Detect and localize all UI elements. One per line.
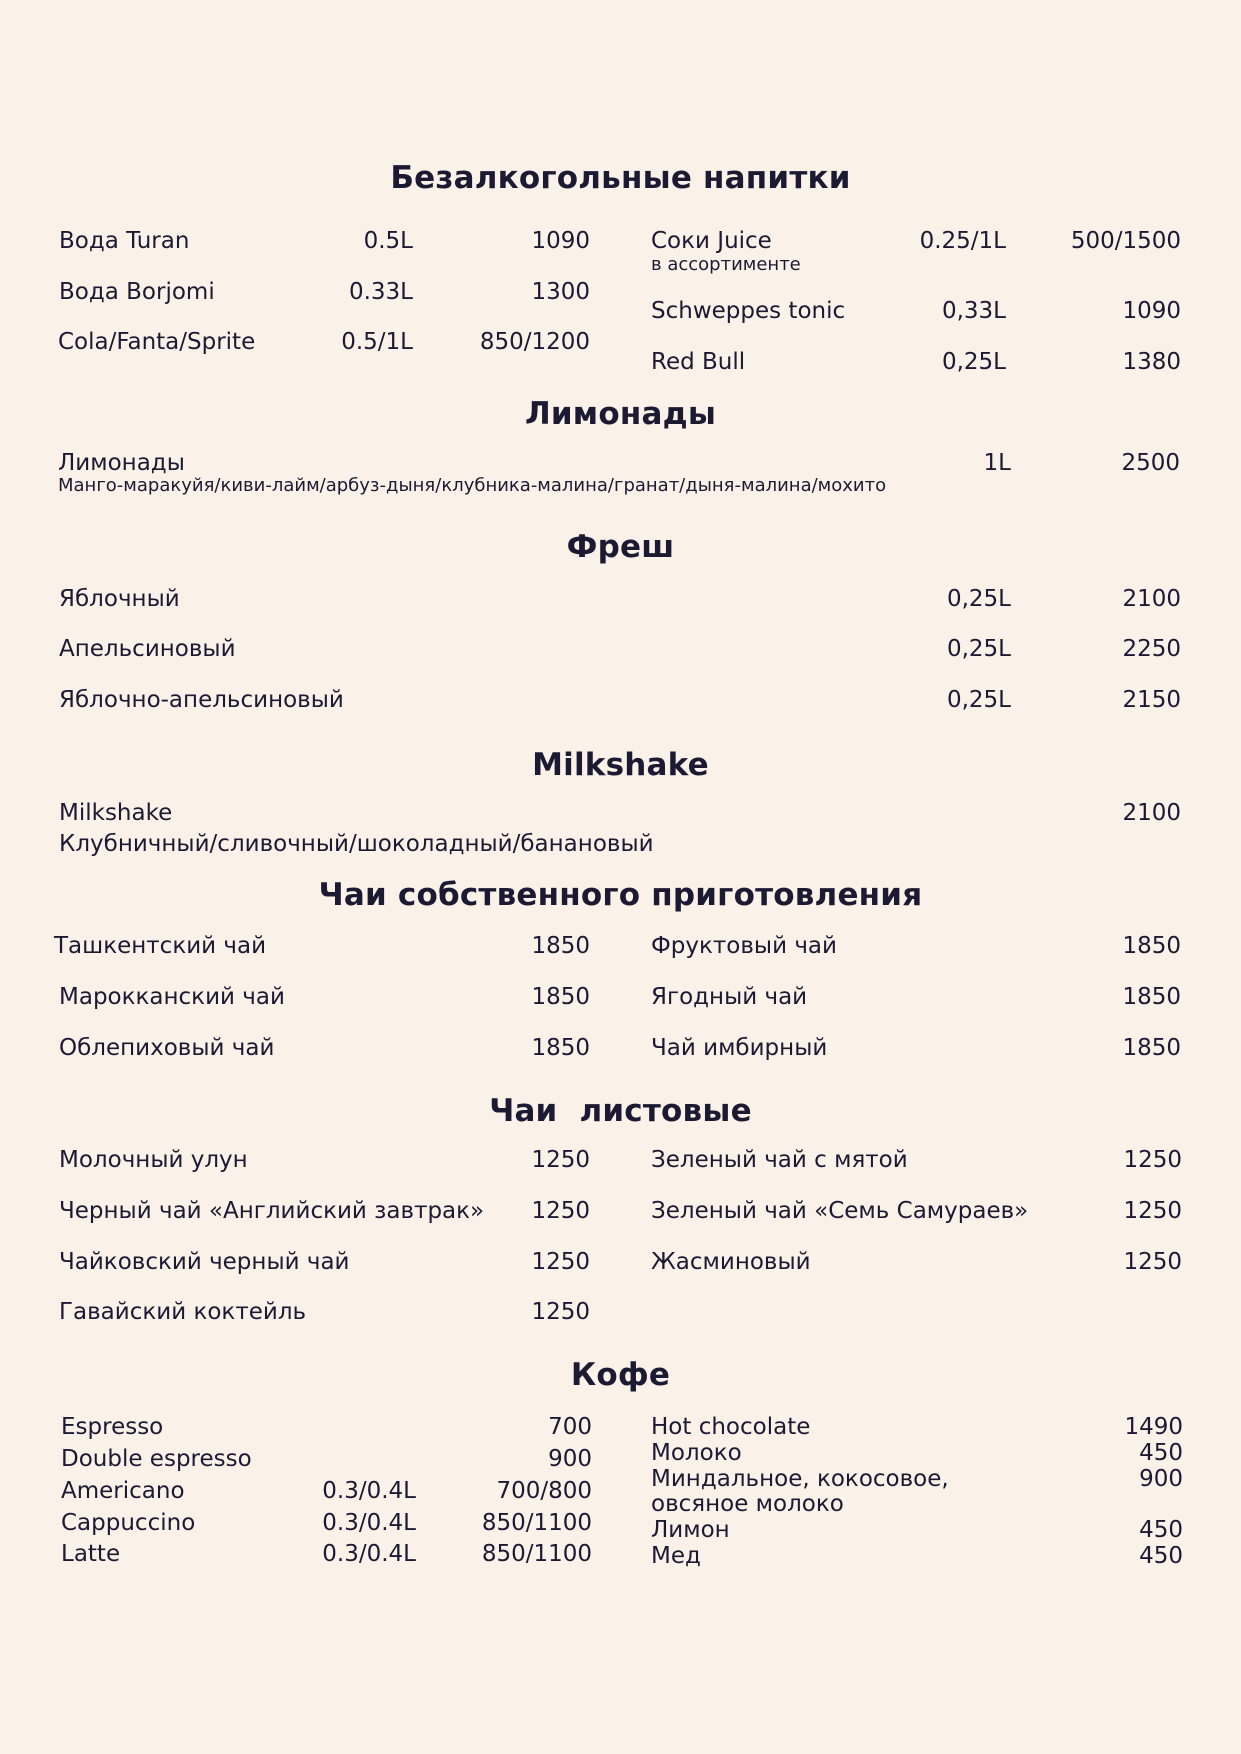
item-price: 2150	[1122, 687, 1181, 713]
item-price: 1250	[1123, 1147, 1182, 1173]
item-name: Марокканский чай	[59, 984, 285, 1010]
item-name: Americano	[61, 1478, 185, 1504]
item-name: Ташкентский чай	[54, 933, 267, 959]
item-price: 1250	[531, 1147, 590, 1173]
item-price: 850/1200	[479, 329, 590, 355]
item-price: 1380	[1122, 349, 1181, 375]
item-price: 1250	[531, 1249, 590, 1275]
item-note: Манго-маракуйя/киви-лайм/арбуз-дыня/клубника-малина/гранат/дыня-малина/мохито	[58, 475, 887, 496]
item-price: 450	[1139, 1440, 1183, 1466]
item-name: Зеленый чай «Семь Самураев»	[651, 1198, 1029, 1224]
item-name: Гавайский коктейль	[59, 1299, 307, 1325]
item-note: в ассортименте	[651, 254, 801, 275]
item-name: Вода Borjomi	[59, 279, 215, 305]
item-volume: 1L	[983, 450, 1011, 476]
item-name: Double espresso	[61, 1446, 252, 1472]
section-title-milkshake: Milkshake	[532, 747, 709, 783]
section-title-house-tea: Чаи собственного приготовления	[318, 877, 923, 913]
item-name: Жасминовый	[651, 1249, 811, 1275]
item-price: 1850	[531, 933, 590, 959]
item-note: Клубничный/сливочный/шоколадный/банановый	[59, 831, 654, 857]
item-price: 2500	[1121, 450, 1180, 476]
item-name: Мед	[651, 1543, 701, 1569]
item-price: 500/1500	[1070, 228, 1181, 254]
item-name: Миндальное, кокосовое,	[651, 1466, 949, 1492]
item-price: 1250	[1123, 1249, 1182, 1275]
item-price: 2250	[1122, 636, 1181, 662]
item-name: Фруктовый чай	[651, 933, 837, 959]
item-name: Соки Juice	[651, 228, 772, 254]
item-volume: 0,33L	[941, 298, 1006, 324]
item-name: Milkshake	[59, 800, 173, 826]
item-name: Лимон	[651, 1517, 730, 1543]
item-price: 850/1100	[481, 1510, 592, 1536]
item-price: 450	[1139, 1543, 1183, 1569]
item-name: Schweppes tonic	[651, 298, 846, 324]
item-price: 1090	[531, 228, 590, 254]
item-name: Cappuccino	[61, 1510, 196, 1536]
item-volume: 0,25L	[946, 687, 1011, 713]
item-name: Облепиховый чай	[59, 1035, 275, 1061]
item-name: Чайковский черный чай	[59, 1249, 350, 1275]
item-name: Молоко	[651, 1440, 742, 1466]
item-volume: 0,25L	[946, 586, 1011, 612]
item-price: 1850	[531, 984, 590, 1010]
item-name: Espresso	[61, 1414, 164, 1440]
item-price: 1090	[1122, 298, 1181, 324]
section-title-coffee: Кофе	[570, 1357, 671, 1393]
item-price: 1850	[1122, 1035, 1181, 1061]
item-price: 1850	[1122, 984, 1181, 1010]
item-volume: 0,25L	[941, 349, 1006, 375]
item-price: 850/1100	[481, 1541, 592, 1567]
item-name: Молочный улун	[59, 1147, 248, 1173]
section-title-fresh: Фреш	[566, 529, 675, 565]
item-name: Cola/Fanta/Sprite	[58, 329, 256, 355]
item-name: Latte	[61, 1541, 121, 1567]
item-price: 1490	[1124, 1414, 1183, 1440]
item-name: Hot chocolate	[651, 1414, 811, 1440]
item-name: Яблочно-апельсиновый	[59, 687, 344, 713]
item-volume: 0,25L	[946, 636, 1011, 662]
item-name: Черный чай «Английский завтрак»	[59, 1198, 485, 1224]
item-price: 700/800	[496, 1478, 592, 1504]
section-title-soft-drinks: Безалкогольные напитки	[390, 160, 851, 196]
item-volume: 0.3/0.4L	[322, 1541, 416, 1567]
item-name: Лимонады	[58, 450, 185, 476]
item-price: 1250	[531, 1198, 590, 1224]
item-price: 2100	[1122, 800, 1181, 826]
item-volume: 0.25/1L	[919, 228, 1006, 254]
item-price: 2100	[1122, 586, 1181, 612]
item-name: Ягодный чай	[651, 984, 808, 1010]
section-title-lemonades: Лимонады	[524, 396, 717, 432]
item-price: 900	[1139, 1466, 1183, 1492]
item-price: 1850	[1122, 933, 1181, 959]
item-name: Яблочный	[59, 586, 180, 612]
item-volume: 0.5L	[363, 228, 413, 254]
item-price: 700	[548, 1414, 592, 1440]
item-price: 450	[1139, 1517, 1183, 1543]
item-volume: 0.5/1L	[341, 329, 413, 355]
item-name: Зеленый чай с мятой	[651, 1147, 908, 1173]
item-volume: 0.33L	[348, 279, 413, 305]
item-volume: 0.3/0.4L	[322, 1478, 416, 1504]
item-price: 900	[548, 1446, 592, 1472]
item-price: 1850	[531, 1035, 590, 1061]
item-name-continued: овсяное молоко	[651, 1491, 844, 1517]
item-price: 1250	[531, 1299, 590, 1325]
item-name: Апельсиновый	[59, 636, 236, 662]
item-name: Red Bull	[651, 349, 746, 375]
item-volume: 0.3/0.4L	[322, 1510, 416, 1536]
section-title-leaf-tea: Чаи листовые	[489, 1093, 752, 1129]
item-name: Чай имбирный	[651, 1035, 828, 1061]
item-price: 1300	[531, 279, 590, 305]
item-price: 1250	[1123, 1198, 1182, 1224]
item-name: Вода Turan	[59, 228, 190, 254]
